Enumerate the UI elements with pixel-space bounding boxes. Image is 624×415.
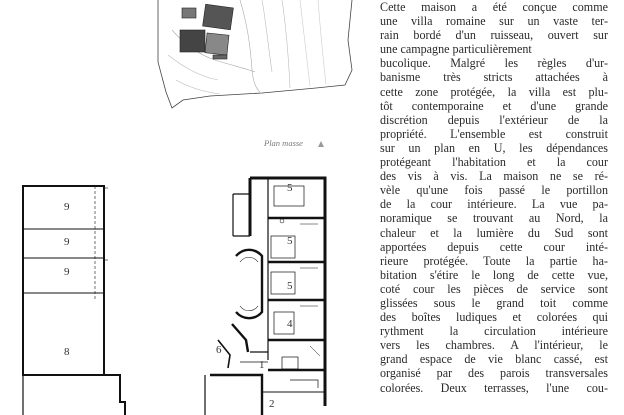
text-line: rain bordé d'un ruisseau, ouvert sur (380, 28, 608, 43)
site-plan (158, 0, 352, 108)
text-line: Cette maison a été conçue comme (380, 0, 608, 14)
text-line: des vis à vis. La maison ne se ré- (380, 169, 608, 184)
room-label: 5 (287, 235, 293, 247)
text-line: bitation s'étire le long de cette vue, (380, 267, 608, 282)
caption-triangle-icon (318, 141, 324, 147)
room-label: 1 (259, 359, 265, 371)
text-line: des boîtes ludiques et colorées qui (380, 310, 608, 325)
body-text (380, 0, 608, 415)
text-line: vèle qu'une fois passé le portillon (380, 183, 608, 198)
room-label: 8 (64, 346, 70, 358)
text-line: organisé par des parois transversales (380, 366, 608, 381)
text-line: vers les chambres. A l'intérieur, le (380, 338, 608, 353)
text-line: propriété. L'ensemble est construit (380, 126, 608, 141)
room-label: 5 (287, 280, 293, 292)
text-line: colorées. Deux terrasses, l'une cou- (380, 380, 608, 395)
text-line: une campagne particulièrement (380, 42, 532, 57)
text-line: rieure protégée. Toute la partie ha- (380, 253, 608, 268)
floor-plan (23, 178, 325, 415)
text-line: banisme très stricts attachées à (380, 70, 608, 85)
room-label: 5 (287, 182, 293, 194)
room-label: 9 (64, 201, 70, 213)
room-label: 9 (64, 236, 70, 248)
plan-caption: Plan masse (264, 138, 303, 148)
text-line: chaleur et la lumière du Sud sont (380, 225, 608, 240)
text-line: protégeant l'habitation et la cour (380, 155, 608, 170)
text-line: de la cour intérieure. La vue pa- (380, 197, 608, 212)
text-line: bucolique. Malgré les règles d'ur- (380, 56, 608, 71)
text-line: coté cour les pièces de service sont (380, 281, 608, 296)
text-line: cette zone protégée, la villa est plu- (380, 84, 608, 99)
text-line: rythment la circulation intérieure (380, 324, 608, 339)
text-line: glissées sous le grand toit comme (380, 295, 608, 310)
room-label: 2 (269, 398, 275, 410)
room-label: 4 (287, 318, 293, 330)
text-line: une villa romaine sur un vaste ter- (380, 14, 608, 29)
text-line: discrétion depuis l'extérieur de la (380, 112, 608, 127)
room-label: 6 (216, 344, 222, 356)
room-label: 9 (64, 266, 70, 278)
text-line: grand espace de vie blanc cassé, est (380, 352, 608, 367)
text-line: tôt contemporaine et d'une grande (380, 98, 608, 113)
text-line: sur un plan en U, les dépendances (380, 140, 608, 155)
text-line: apportées depuis cette cour inté- (380, 239, 608, 254)
text-line: noramique se trouvant au Nord, la (380, 211, 608, 226)
